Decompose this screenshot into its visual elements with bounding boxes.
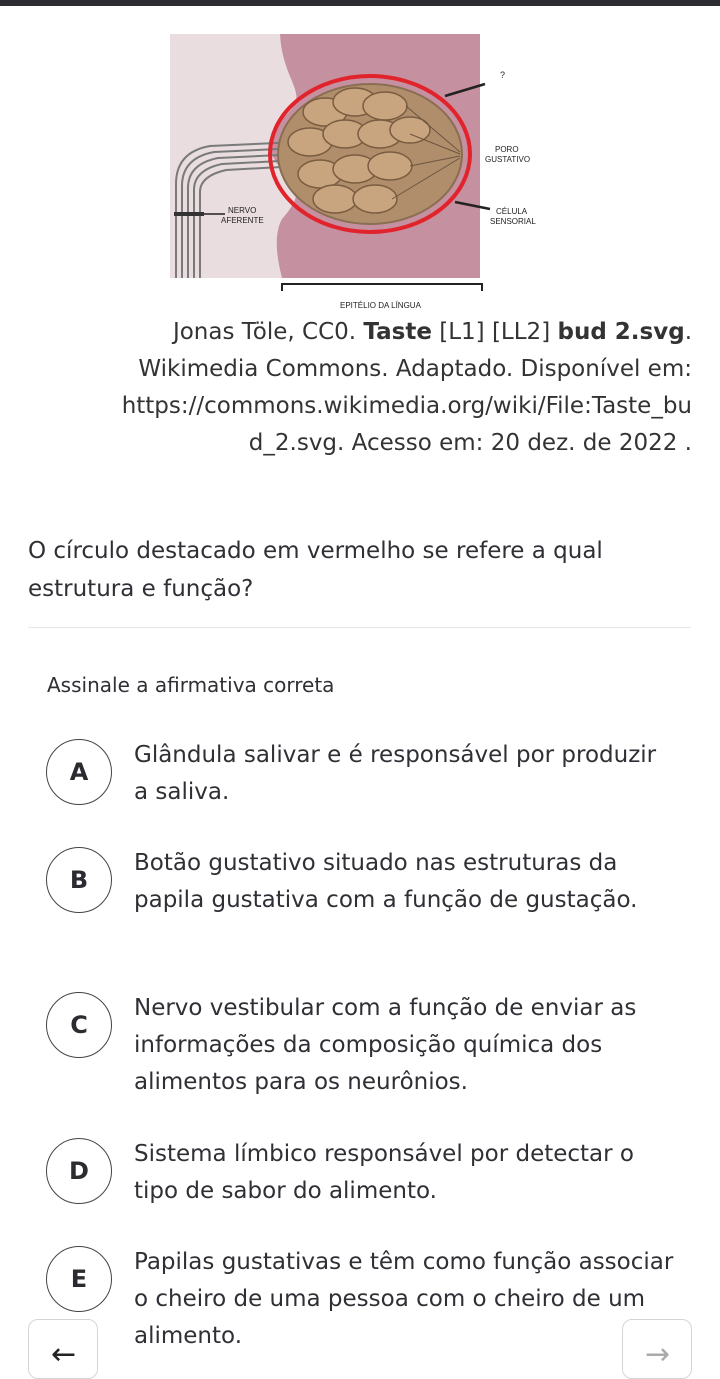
top-bar (0, 0, 720, 6)
option-c-letter[interactable]: C (46, 992, 112, 1058)
label-sensorial: SENSORIAL (490, 217, 536, 226)
label-poro: PORO (495, 145, 519, 154)
image-caption-line-1 (20, 314, 692, 350)
divider (28, 627, 691, 628)
arrow-left-icon: ← (51, 1337, 77, 1372)
option-a-letter[interactable]: A (46, 739, 112, 805)
label-celula: CÉLULA (496, 207, 528, 216)
option-b-text[interactable]: Botão gustativo situado nas estruturas da papila gustativa com a função de gustação. (134, 850, 638, 913)
label-aferente: AFERENTE (221, 216, 264, 225)
option-b-letter[interactable]: B (46, 847, 112, 913)
label-gustativo: GUSTATIVO (485, 155, 531, 164)
option-e-letter[interactable]: E (46, 1246, 112, 1312)
caption-mid: [L1] [LL2] (431, 319, 558, 345)
option-d-text[interactable]: Sistema límbico responsável por detectar o tipo de sabor do alimento. (134, 1141, 634, 1204)
caption-bold-file: bud 2.svg (557, 319, 685, 345)
option-a-text[interactable]: Glândula salivar e é responsável por produzir a saliva. (134, 742, 657, 805)
previous-button[interactable] (28, 1319, 98, 1379)
image-caption-line-2: Wikimedia Commons. Adaptado. Disponível em: (138, 356, 692, 382)
question-text: O círculo destacado em vermelho se refere a qual estrutura e função? (28, 538, 603, 602)
next-button[interactable] (622, 1319, 692, 1379)
arrow-right-icon: → (645, 1337, 671, 1372)
caption-prefix: Jonas Töle, CC0. (172, 319, 364, 345)
label-nervo: NERVO (228, 206, 257, 215)
image-caption-line-3: https://commons.wikimedia.org/wiki/File:Taste_bu (121, 393, 692, 419)
label-epitelio: EPITÉLIO DA LÍNGUA (340, 301, 421, 310)
label-question-mark: ? (500, 70, 506, 80)
option-c-text[interactable]: Nervo vestibular com a função de enviar as informações da composição química dos alimentos para os neurônios. (134, 995, 637, 1095)
caption-suffix: . (684, 319, 692, 345)
caption-bold-taste: Taste (363, 319, 432, 345)
taste-bud-diagram (170, 34, 550, 316)
option-e-text[interactable]: Papilas gustativas e têm como função associar o cheiro de uma pessoa com o cheiro de um alimento. (134, 1249, 674, 1349)
option-d-letter[interactable]: D (46, 1138, 112, 1204)
instruction-text: Assinale a afirmativa correta (47, 673, 335, 697)
image-caption-line-4: d_2.svg. Acesso em: 20 dez. de 2022 . (248, 430, 692, 456)
